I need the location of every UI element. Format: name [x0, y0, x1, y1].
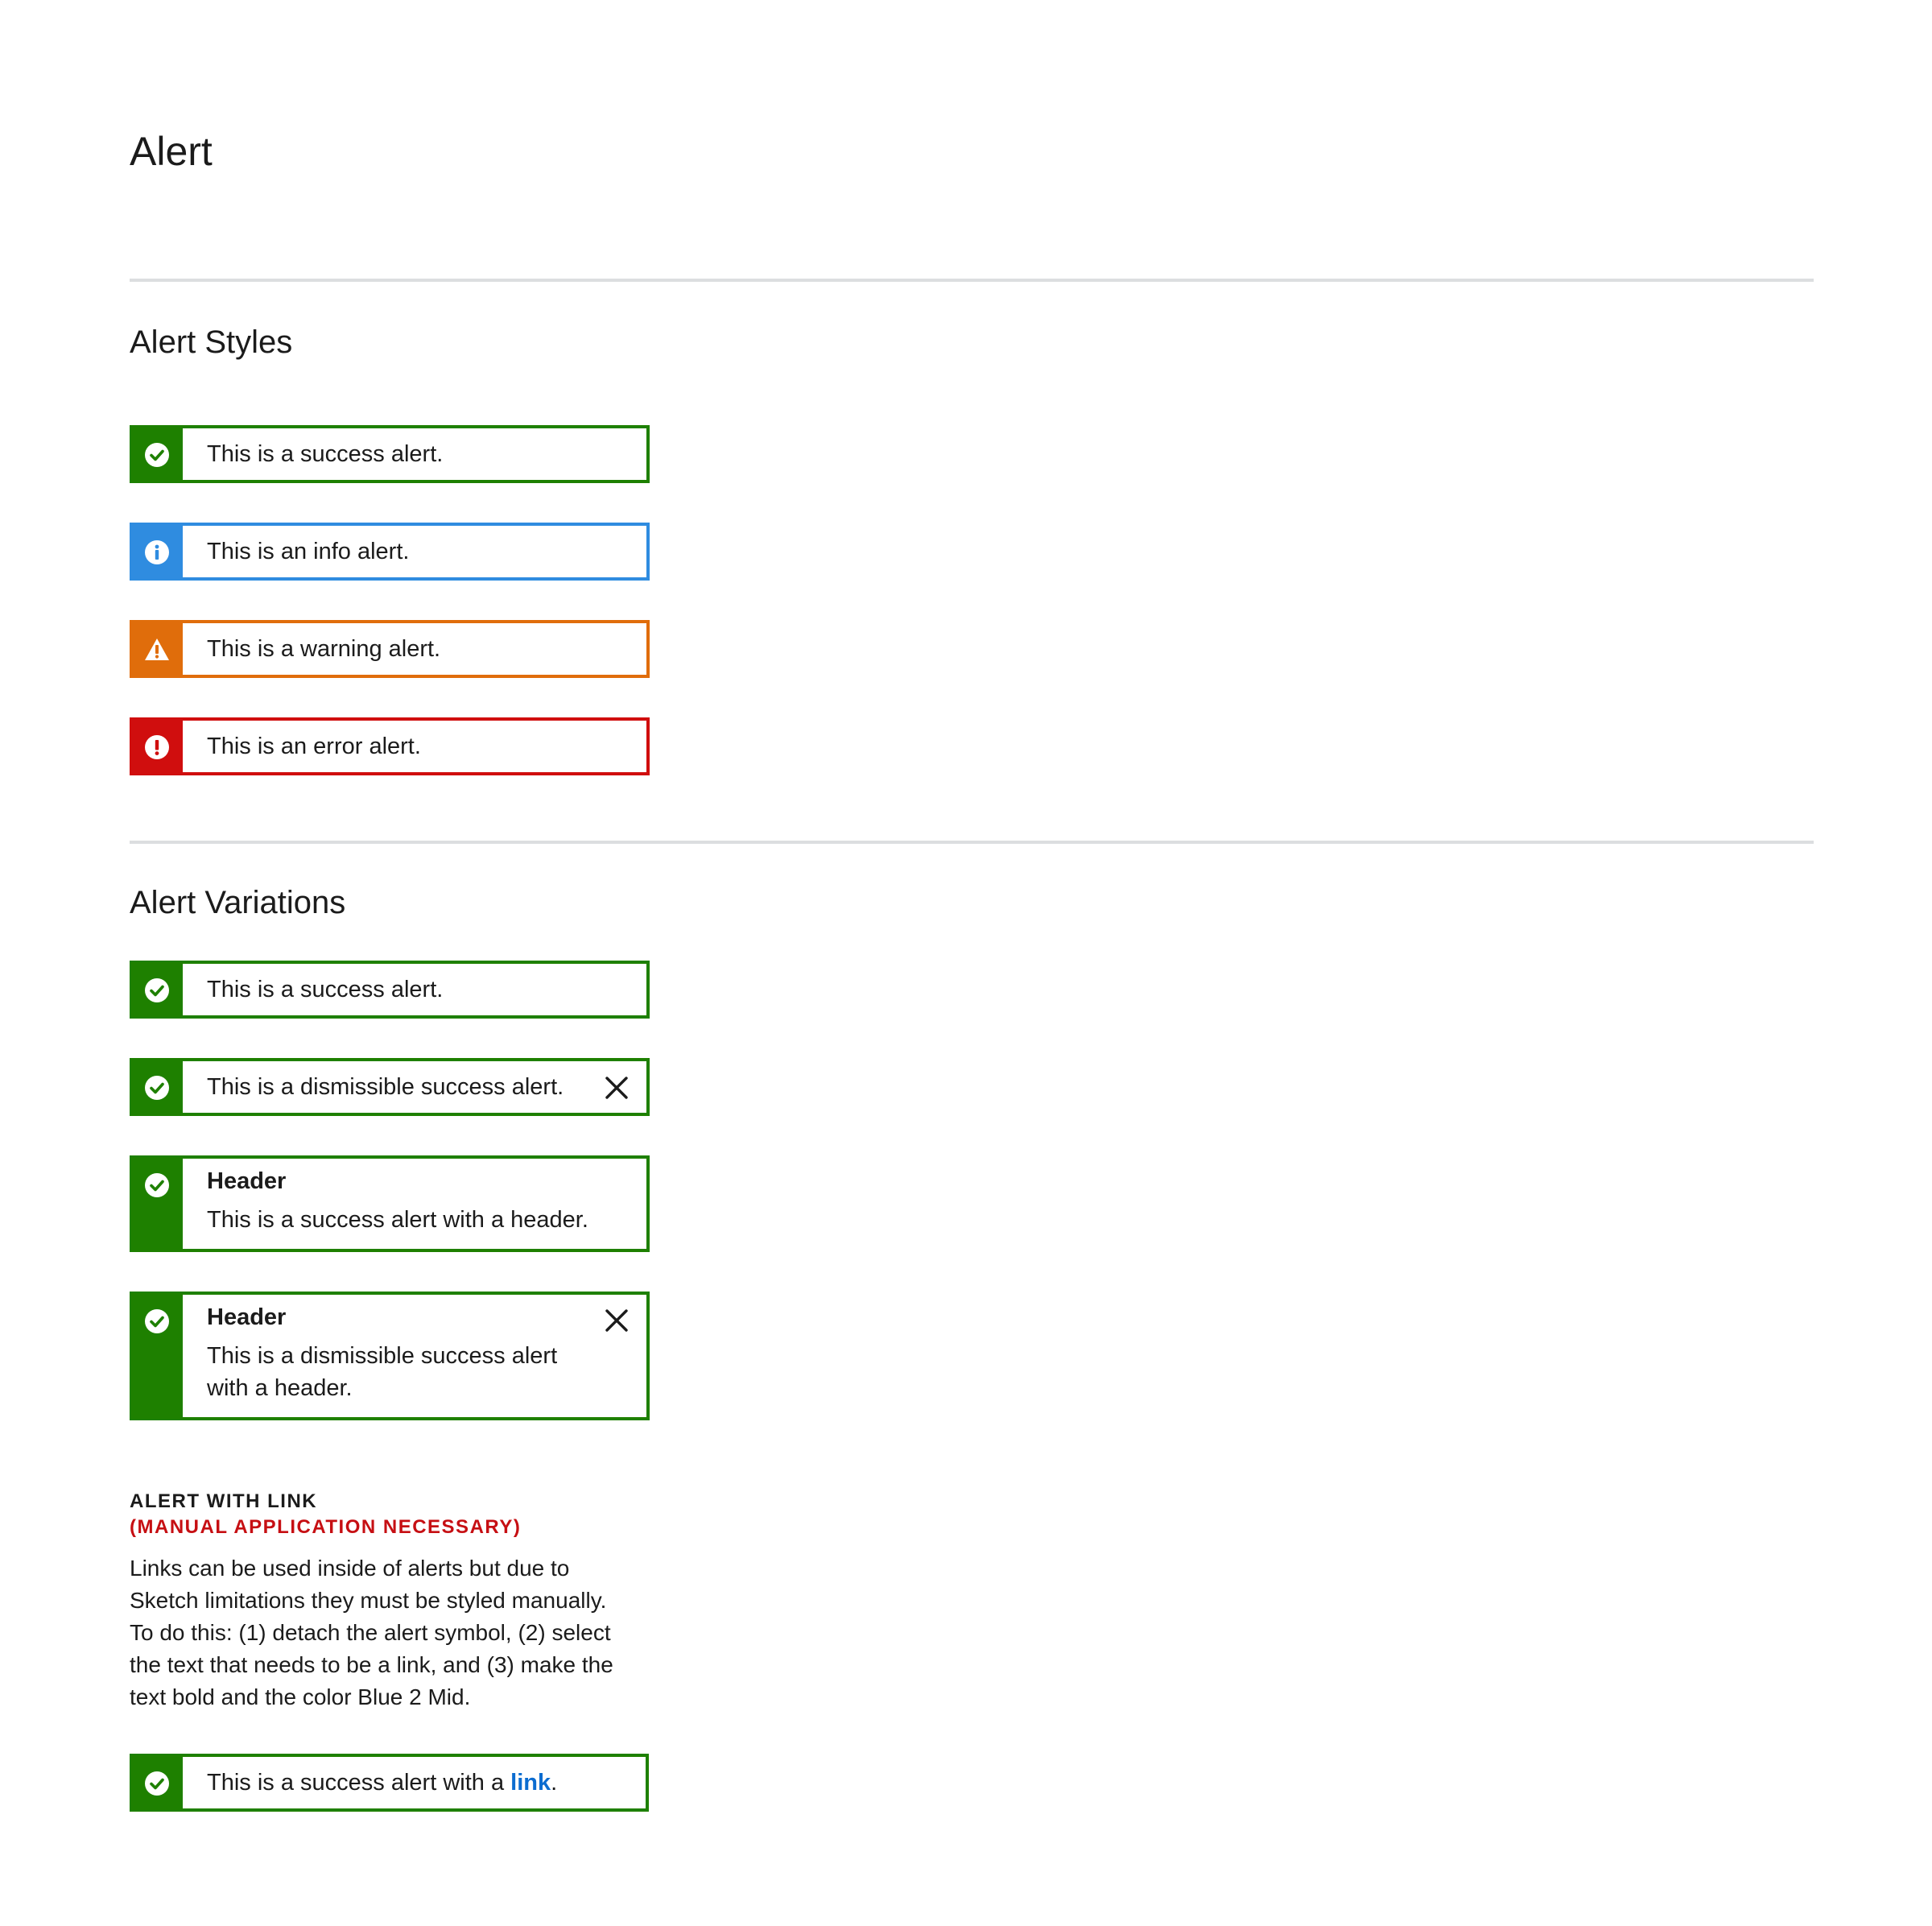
alert-text-line: This is a dismissible success alert	[207, 1343, 558, 1369]
description-line: Links can be used inside of alerts but due to	[130, 1556, 570, 1581]
alert-text: This is a dismissible success alert.	[207, 1074, 564, 1100]
manual-application-subheading: (MANUAL APPLICATION NECESSARY)	[130, 1516, 522, 1538]
close-icon[interactable]	[605, 1076, 629, 1100]
alert-header: Header	[207, 1168, 287, 1194]
alert-link[interactable]: link	[510, 1770, 551, 1796]
check-circle-icon	[144, 1075, 170, 1101]
alert-text: This is a success alert.	[207, 977, 444, 1002]
close-icon[interactable]	[605, 1308, 629, 1333]
alert-header: Header	[207, 1304, 287, 1330]
alert-text: This is a success alert.	[207, 441, 444, 467]
alert-content	[207, 1165, 590, 1236]
check-circle-icon	[144, 977, 170, 1003]
warning-alert	[130, 620, 650, 678]
check-circle-icon	[144, 442, 170, 468]
error-circle-icon	[144, 734, 170, 760]
dismissible-success-alert	[130, 1058, 650, 1116]
section-divider	[130, 279, 1814, 282]
description-line: To do this: (1) detach the alert symbol, (2) select	[130, 1620, 611, 1645]
alert-text-suffix: .	[551, 1770, 558, 1796]
success-alert-with-link	[130, 1754, 649, 1812]
alert-with-link-description	[130, 1552, 645, 1713]
info-circle-icon	[144, 539, 170, 565]
check-circle-icon	[144, 1771, 170, 1796]
alert-text: This is an info alert.	[207, 539, 410, 564]
alert-text: This is a warning alert.	[207, 636, 441, 662]
description-line: text bold and the color Blue 2 Mid.	[130, 1684, 471, 1709]
alert-content	[207, 1301, 590, 1404]
description-line: the text that needs to be a link, and (3) make the	[130, 1652, 613, 1677]
section-title-alert-variations: Alert Variations	[130, 885, 346, 920]
page-title: Alert	[130, 129, 213, 174]
info-alert	[130, 523, 650, 581]
section-title-alert-styles: Alert Styles	[130, 324, 293, 360]
success-alert	[130, 961, 650, 1019]
dismissible-success-alert-with-header	[130, 1292, 650, 1420]
alert-text-line: with a header.	[207, 1375, 353, 1401]
check-circle-icon	[144, 1308, 170, 1334]
warning-triangle-icon	[144, 637, 170, 663]
alert-stripe	[130, 1155, 183, 1252]
section-divider	[130, 841, 1814, 844]
alert-text-prefix: This is a success alert with a	[207, 1770, 511, 1796]
alert-text	[207, 1767, 589, 1799]
success-alert-with-header	[130, 1155, 650, 1252]
alert-with-link-heading: ALERT WITH LINK	[130, 1490, 318, 1512]
alert-text: This is a success alert with a header.	[207, 1207, 588, 1233]
alert-text: This is an error alert.	[207, 734, 421, 759]
check-circle-icon	[144, 1172, 170, 1198]
success-alert	[130, 425, 650, 483]
description-line: Sketch limitations they must be styled manually.	[130, 1588, 607, 1613]
error-alert	[130, 717, 650, 775]
